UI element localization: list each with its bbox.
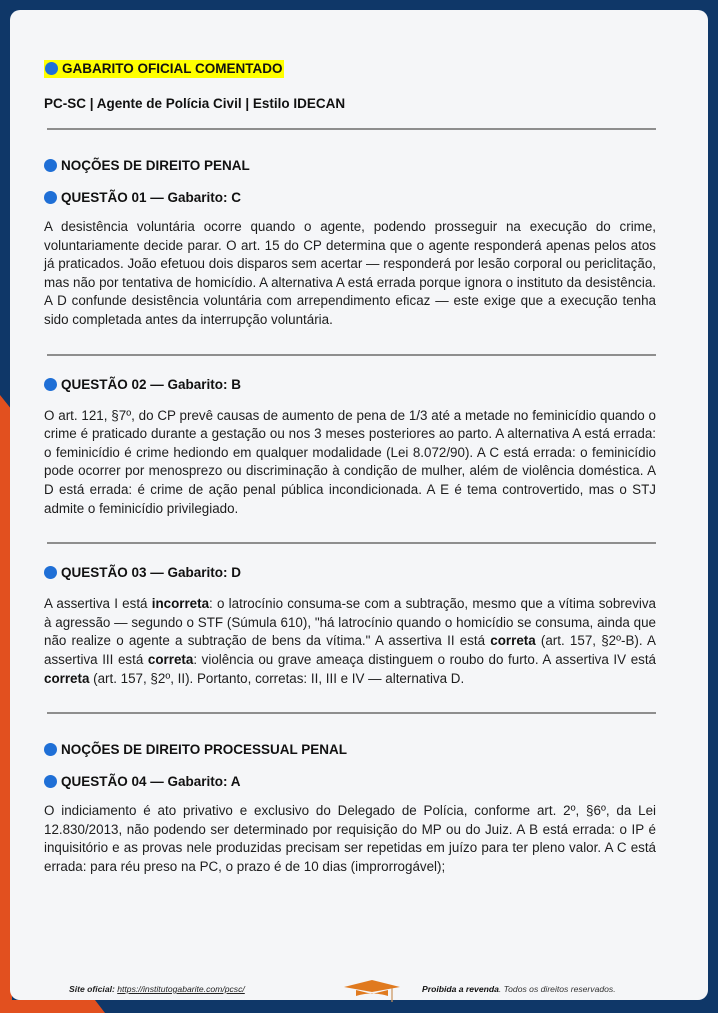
document-content — [44, 50, 656, 876]
emphasis-correta: correta — [44, 670, 90, 686]
document-subtitle: PC-SC | Agente de Polícia Civil | Estilo IDECAN — [44, 96, 346, 111]
footer-site-link[interactable]: https://institutogabarite.com/pcsc/ — [117, 984, 245, 994]
document-title: GABARITO OFICIAL COMENTADO — [44, 60, 284, 78]
graduation-cap-icon — [342, 978, 402, 1002]
question-body-03: A assertiva I está incorreta: o latrocínio consuma-se com a subtração, mesmo que a vítima sobreviva à agressão — segundo o STF (Súmula 610), "há latrocínio quando o homicídio se consuma, ainda que não realize o agente a subtração de bens da vítima." A assertiva II está correta (art. 157, §2º-B). A assertiva III está correta: violência ou grave ameaça distinguem o roubo do furto. A assertiva IV está correta (art. 157, §2º, II). Portanto, corretas: II, III e IV — alternativa D. — [44, 596, 657, 686]
section-title-processual-penal: NOÇÕES DE DIREITO PROCESSUAL PENAL — [44, 742, 656, 757]
question-title-04: QUESTÃO 04 — Gabarito: A — [44, 774, 656, 789]
divider — [47, 128, 656, 130]
divider — [47, 542, 656, 544]
blue-circle-icon — [44, 566, 57, 579]
blue-circle-icon — [45, 62, 58, 75]
blue-circle-icon — [44, 743, 57, 756]
blue-circle-icon — [44, 775, 57, 788]
footer-site — [69, 984, 245, 994]
question-body-02: O art. 121, §7º, do CP prevê causas de aumento de pena de 1/3 até a metade no feminicídio quando o crime é praticado durante a gestação ou nos 3 meses posteriores ao parto. A alternativa A está errada: o feminicídio é crime hediondo em qualquer modalidade (Lei 8.072/90). A C está errada: o feminicídio pode ocorrer por menosprezo ou discriminação à condição de mulher, além de violência doméstica. A D está errada: é crime de ação penal pública incondicionada. A E é tema controvertido, mas o STJ admite o feminicídio privilegiado. — [44, 407, 656, 516]
divider — [47, 354, 656, 356]
question-title-02: QUESTÃO 02 — Gabarito: B — [44, 377, 656, 392]
question-title-01: QUESTÃO 01 — Gabarito: C — [44, 190, 656, 205]
question-title-03: QUESTÃO 03 — Gabarito: D — [44, 565, 656, 580]
section-title-direito-penal: NOÇÕES DE DIREITO PENAL — [44, 158, 656, 173]
question-body-01: A desistência voluntária ocorre quando o agente, podendo prosseguir na execução do crime, voluntariamente decide parar. O art. 15 do CP determina que o agente responderá apenas pelos atos já praticados. João efetuou dois disparos sem acertar — responderá por lesão corporal ou periclitação, mas não por tentativa de homicídio. A alternativa A está errada porque ignora o instituto da desistência. A D confunde desistência voluntária com arrependimento eficaz — este exige que a execução tenha sido completada antes da interrupção voluntária. — [44, 219, 656, 327]
blue-circle-icon — [44, 159, 57, 172]
footer-rights — [422, 984, 616, 994]
emphasis-correta: correta — [147, 651, 194, 667]
emphasis-incorreta: incorreta — [151, 596, 210, 612]
footer-site-label: Site oficial: — [69, 984, 115, 994]
blue-circle-icon — [44, 378, 57, 391]
emphasis-correta: correta — [490, 633, 536, 649]
footer-resale-notice: Proibida a revenda — [422, 984, 499, 994]
question-body-04: O indiciamento é ato privativo e exclusivo do Delegado de Polícia, conforme art. 2º, §6º, da Lei 12.830/2013, não podendo ser determinado por requisição do MP ou do Juiz. A B está errada: o IP é inquisitório e as provas nele produzidas precisam ser repetidas em juízo para ter pleno valor. A C está errada: para réu preso na PC, o prazo é de 10 dias (improrrogável); — [44, 803, 656, 874]
blue-circle-icon — [44, 191, 57, 204]
footer-rights-text: . Todos os direitos reservados. — [498, 984, 616, 994]
divider — [47, 712, 656, 714]
